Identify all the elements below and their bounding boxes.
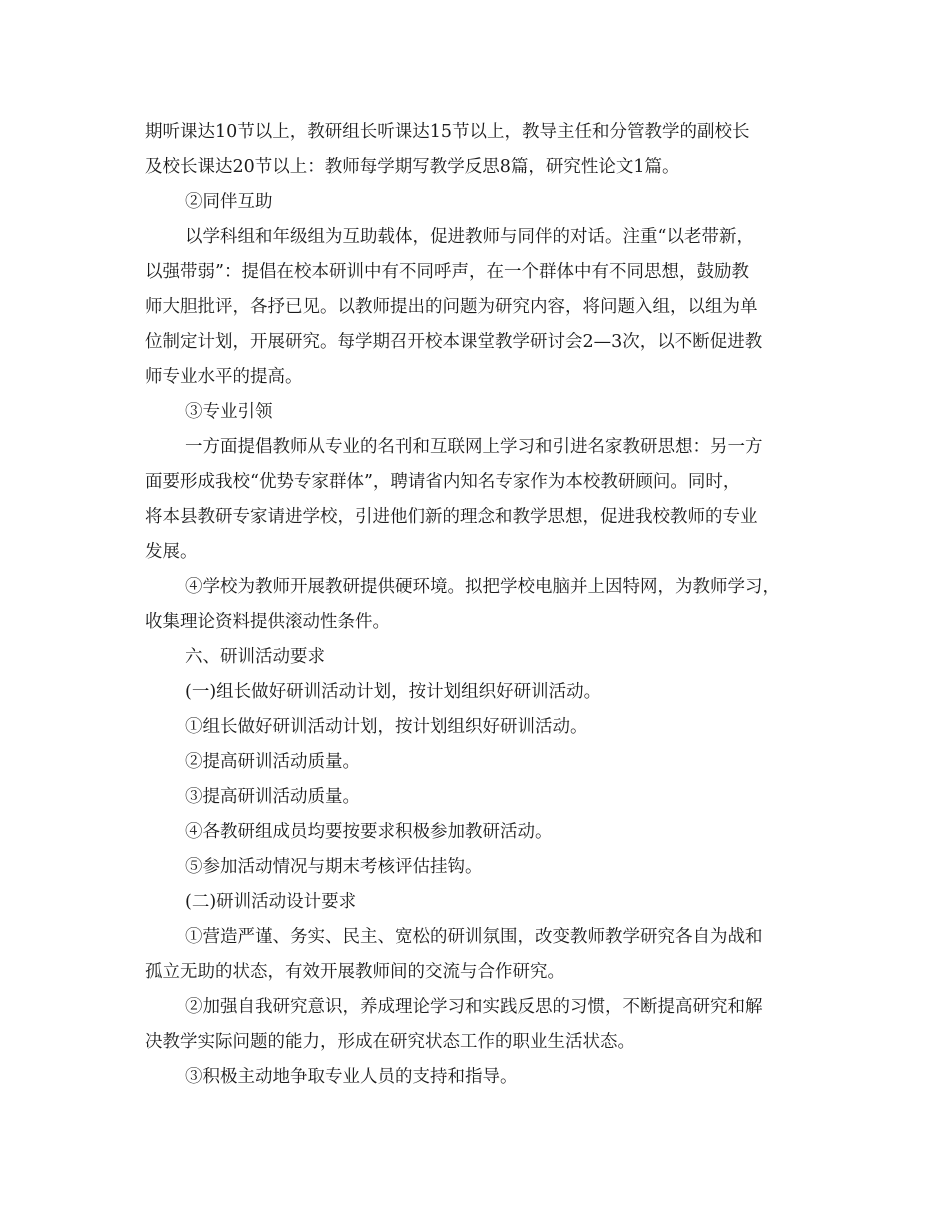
text-line: 师专业水平的提高。: [145, 367, 303, 387]
text-line: 及校长课达20节以上：教师每学期写教学反思8篇，研究性论文1篇。: [145, 157, 680, 177]
list-item: ②加强自我研究意识，养成理论学习和实践反思的习惯，不断提高研究和解: [185, 997, 763, 1017]
list-item: ①组长做好研训活动计划，按计划组织好研训活动。: [185, 717, 588, 737]
text-line: 一方面提倡教师从专业的名刊和互联网上学习和引进名家教研思想：另一方: [185, 437, 763, 457]
subsection-heading: (一)组长做好研训活动计划，按计划组织好研训活动。: [185, 682, 602, 702]
text-line: 师大胆批评，各抒已见。以教师提出的问题为研究内容，将问题入组，以组为单: [145, 297, 758, 317]
list-item: ①营造严谨、务实、民主、宽松的研训氛围，改变教师教学研究各自为战和: [185, 927, 763, 947]
list-item: ⑤参加活动情况与期末考核评估挂钩。: [185, 857, 483, 877]
text-line: ④学校为教师开展教研提供硬环境。拟把学校电脑并上因特网，为教师学习，: [185, 577, 780, 597]
list-item: ③提高研训活动质量。: [185, 787, 360, 807]
section-heading: 六、研训活动要求: [185, 647, 325, 667]
list-item: ④各教研组成员均要按要求积极参加教研活动。: [185, 822, 553, 842]
document-body: [145, 115, 809, 1095]
list-item: ③积极主动地争取专业人员的支持和指导。: [185, 1067, 518, 1087]
text-line: 以强带弱”：提倡在校本研训中有不同呼声，在一个群体中有不同思想，鼓励教: [145, 262, 749, 282]
text-line: 以学科组和年级组为互助载体，促进教师与同伴的对话。注重“以老带新，: [185, 227, 754, 247]
text-line: 发展。: [145, 542, 198, 562]
text-line: 面要形成我校“优势专家群体”，聘请省内知名专家作为本校教研顾问。同时，: [145, 472, 741, 492]
text-line: 位制定计划，开展研究。每学期召开校本课堂教学研讨会2—3次，以不断促进教: [145, 332, 763, 352]
subsection-heading: (二)研训活动设计要求: [185, 892, 357, 912]
text-line: 将本县教研专家请进学校，引进他们新的理念和教学思想，促进我校教师的专业: [145, 507, 758, 527]
list-item: ②提高研训活动质量。: [185, 752, 360, 772]
text-line: 期听课达10节以上，教研组长听课达15节以上，教导主任和分管教学的副校长: [145, 122, 750, 142]
text-line: 收集理论资料提供滚动性条件。: [145, 612, 390, 632]
section-heading: ②同伴互助: [185, 192, 273, 212]
text-line: 决教学实际问题的能力，形成在研究状态工作的职业生活状态。: [145, 1032, 635, 1052]
text-line: 孤立无助的状态，有效开展教师间的交流与合作研究。: [145, 962, 565, 982]
section-heading: ③专业引领: [185, 402, 273, 422]
